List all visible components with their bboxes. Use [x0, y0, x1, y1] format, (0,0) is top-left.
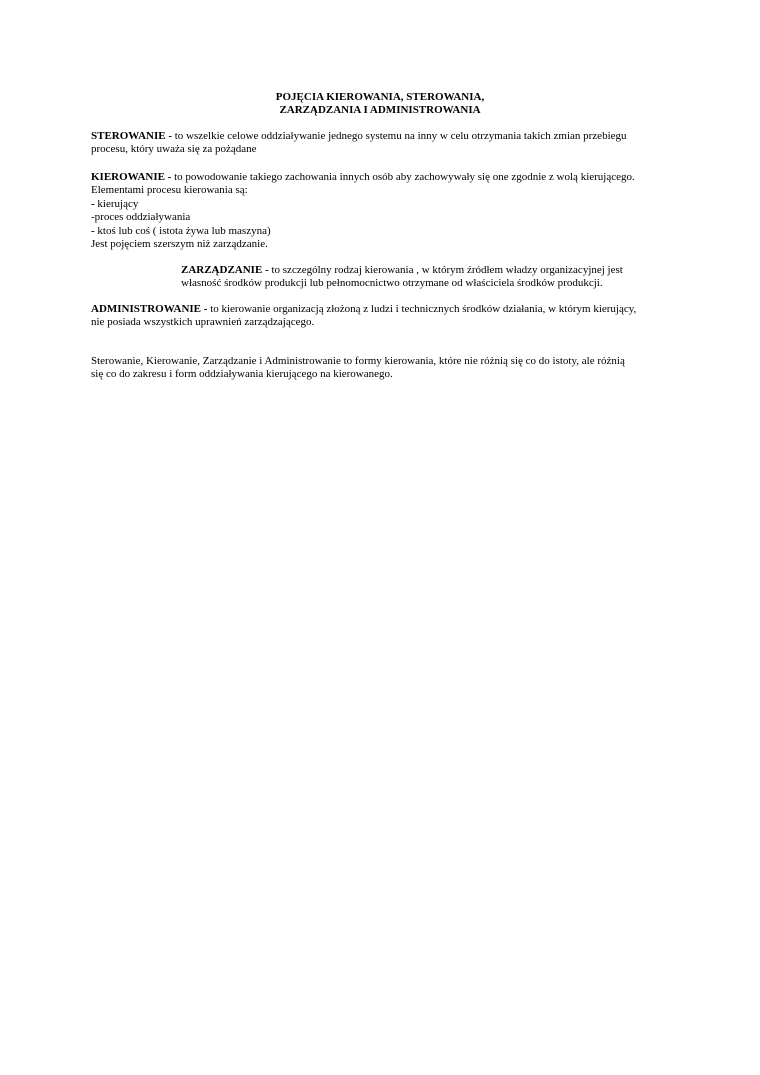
kierowanie-text-1: to powodowanie takiego zachowania innych osób aby zachowywały się one zgodnie z wolą kierującego.: [171, 171, 635, 183]
sterowanie-term: STEROWANIE -: [91, 130, 172, 142]
summary-paragraph: [91, 355, 671, 382]
zarzadzanie-text-1: to szczególny rodzaj kierowania , w którym źródłem władzy organizacyjnej jest: [268, 264, 623, 276]
sterowanie-definition: [91, 130, 671, 157]
administrowanie-definition: [91, 303, 671, 330]
kierowanie-list-item-3: [91, 225, 671, 238]
summary-line-1: Sterowanie, Kierowanie, Zarządzanie i Administrowanie to formy kierowania, które nie różnią się co do istoty, ale różnią: [91, 355, 625, 367]
zarzadzanie-line-2: własność środków produkcji lub pełnomocnictwo otrzymane od właściciela środków produkcji.: [181, 277, 603, 290]
list-dash: -: [91, 197, 95, 210]
sterowanie-line-2: procesu, który uważa się za pożądane: [91, 143, 257, 156]
sterowanie-line-1: [91, 130, 671, 143]
administrowanie-text-1: to kierowanie organizacją złożoną z ludzi i technicznych środków działania, w którym kierujący,: [207, 303, 637, 315]
kierowanie-line-2: Elementami procesu kierowania są:: [91, 184, 248, 197]
zarzadzanie-term: ZARZĄDZANIE -: [181, 264, 269, 276]
kierowanie-term: KIEROWANIE -: [91, 171, 172, 183]
administrowanie-line-1: [91, 303, 671, 316]
zarzadzanie-definition: [181, 264, 661, 291]
list-dash: -: [91, 224, 95, 237]
kierowanie-list-item-1: [91, 198, 671, 211]
kierowanie-definition: [91, 171, 671, 251]
sterowanie-text-1: to wszelkie celowe oddziaływanie jednego systemu na inny w celu otrzymania takich zmian przebiegu: [172, 130, 627, 142]
document-title-line-1: POJĘCIA KIEROWANIA, STEROWANIA,: [275, 91, 485, 103]
administrowanie-term: ADMINISTROWANIE -: [91, 303, 208, 315]
kierowanie-list-item-2: -proces oddziaływania: [91, 211, 191, 224]
document-title-line-2: ZARZĄDZANIA I ADMINISTROWANIA: [279, 104, 481, 116]
list-item-text: ktoś lub coś ( istota żywa lub maszyna): [94, 224, 271, 237]
kierowanie-line-1: [91, 171, 671, 184]
list-item-text: kierujący: [94, 197, 139, 210]
kierowanie-line-6: Jest pojęciem szerszym niż zarządzanie.: [91, 238, 268, 251]
summary-line-2: się co do zakresu i form oddziaływania kierującego na kierowanego.: [91, 368, 393, 381]
administrowanie-line-2: nie posiada wszystkich uprawnień zarządzającego.: [91, 316, 315, 329]
zarzadzanie-line-1: [181, 264, 661, 277]
